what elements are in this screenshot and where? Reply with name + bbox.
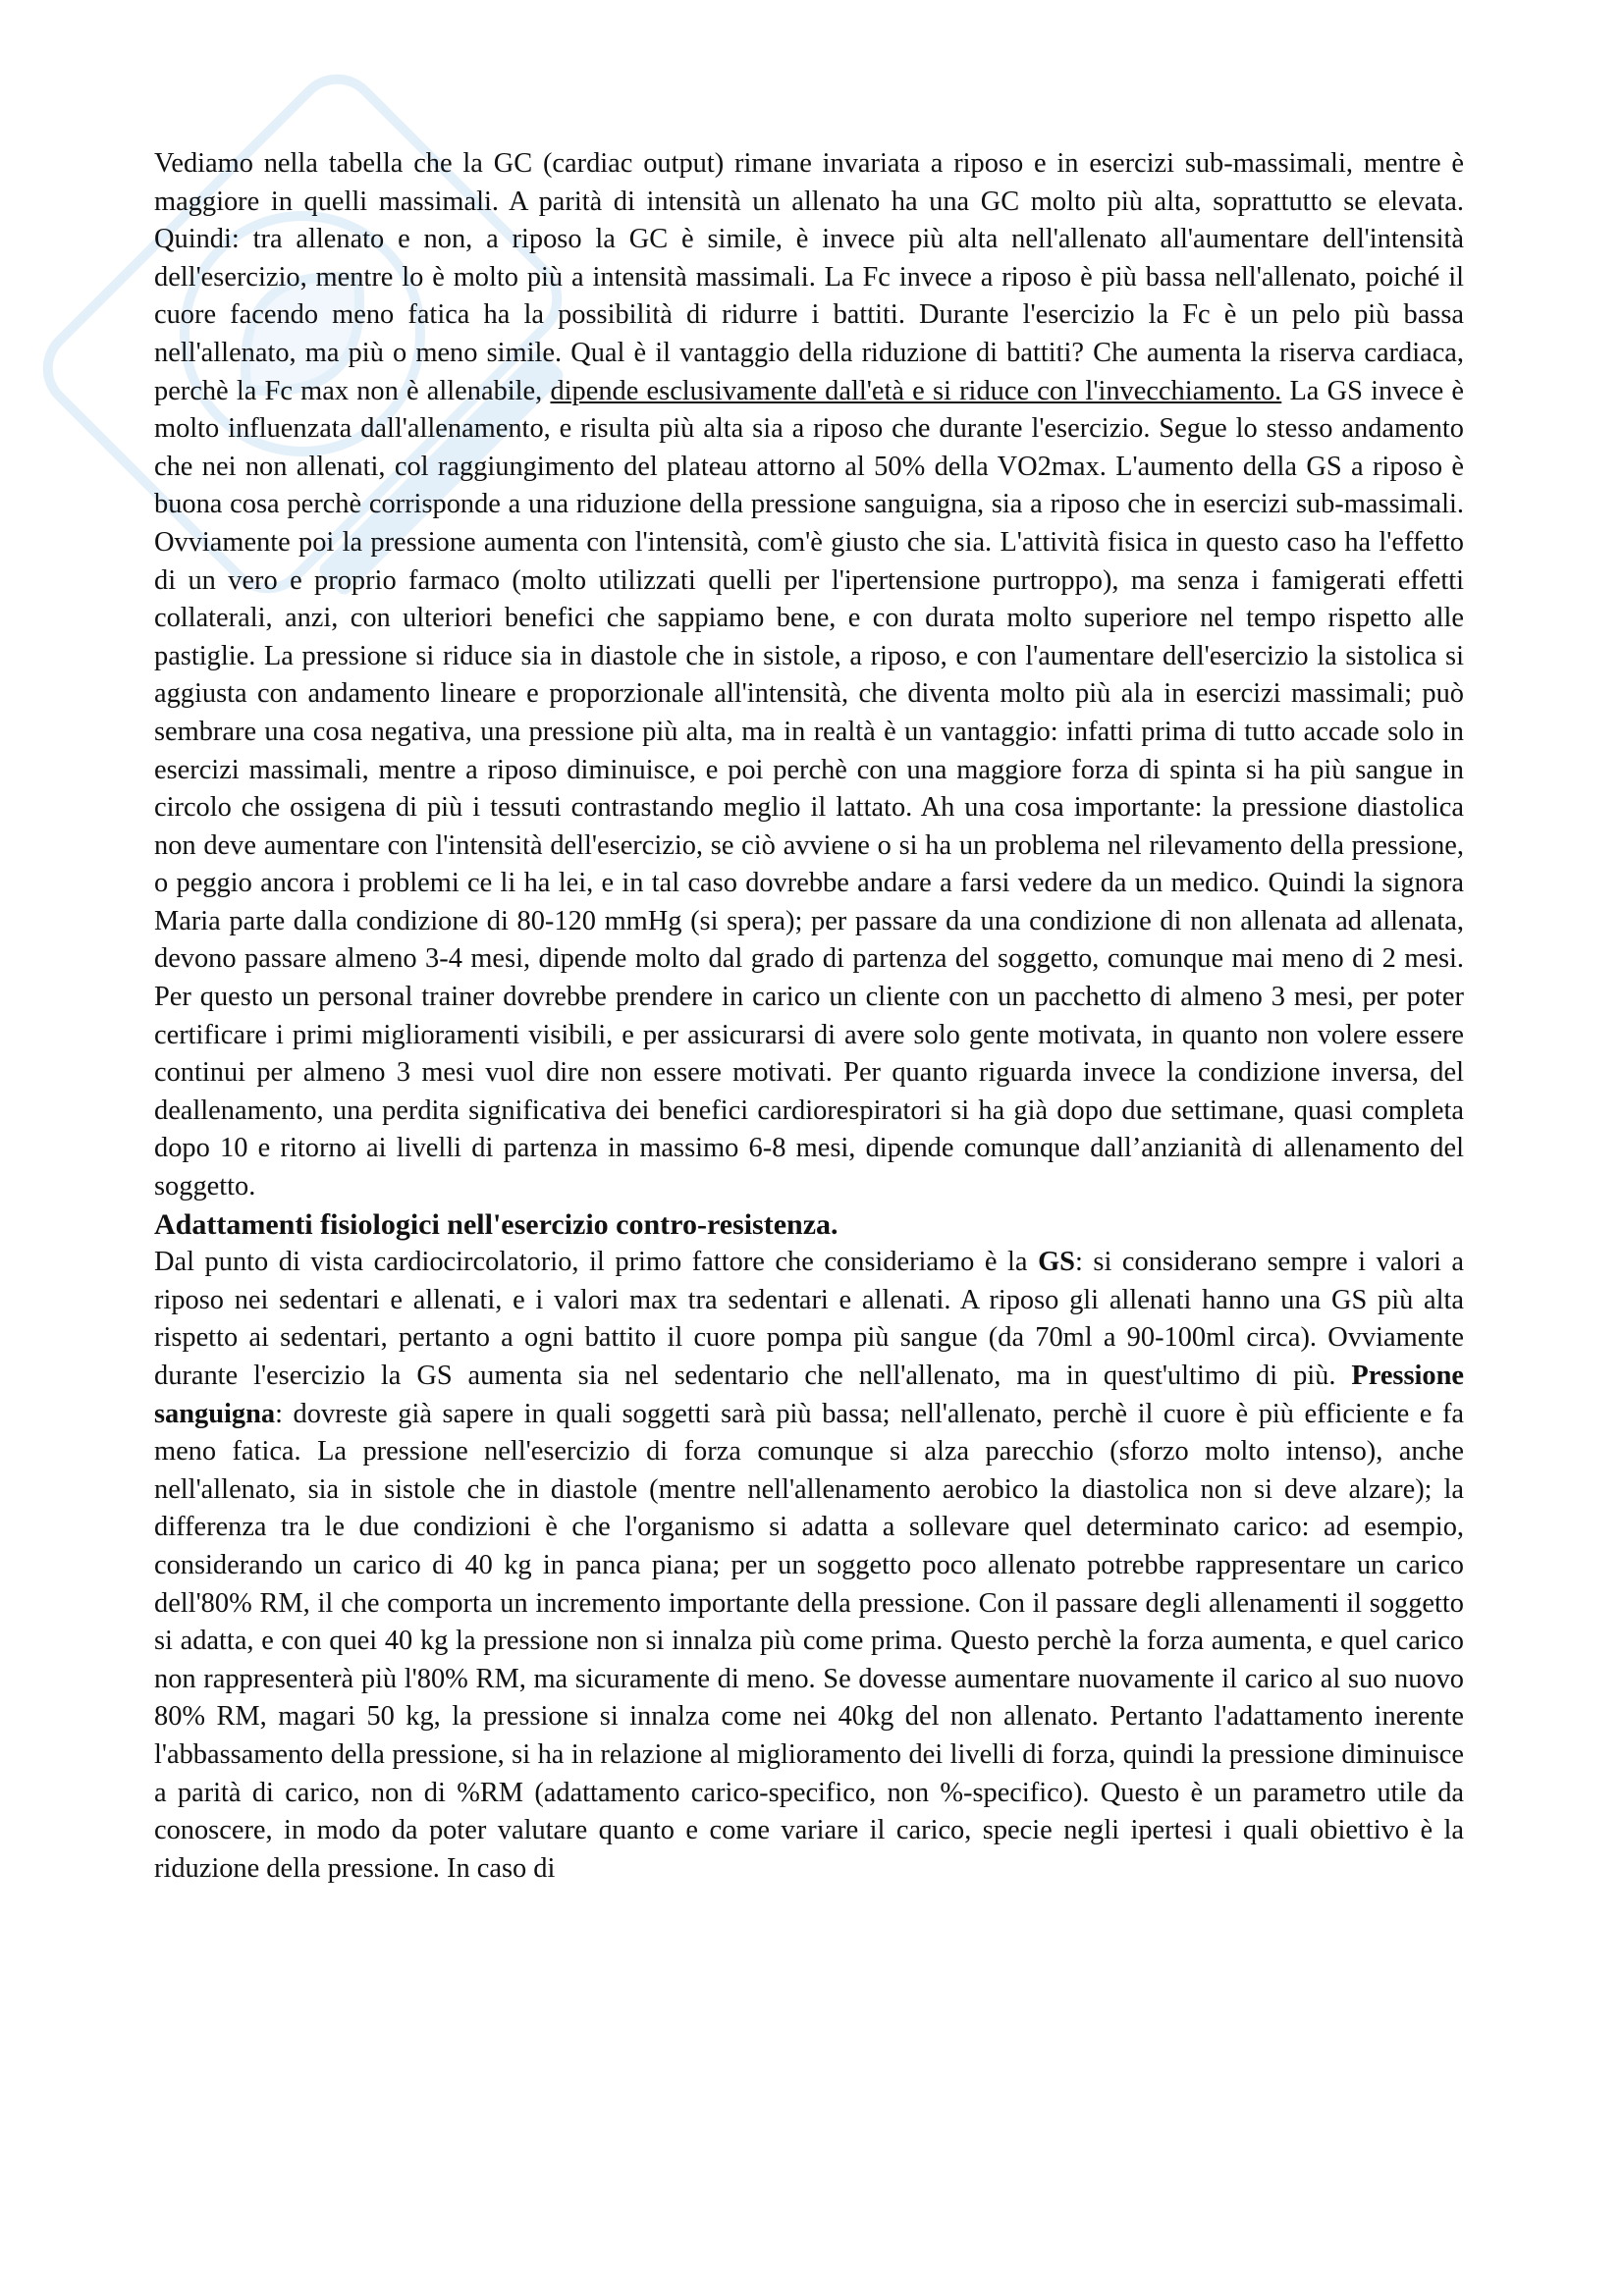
section-heading: Adattamenti fisiologici nell'esercizio contro-resistenza. <box>154 1207 839 1241</box>
bold-term-gs: GS <box>1038 1247 1075 1278</box>
paragraph-2-run-3: : si considerano sempre i valori a riposo nei sedentari e allenati, e i valori max tra sedentari e allenati. A riposo gli allenati hanno una GS più alta rispetto ai sedentari, pertanto a ogni battito il cuore pompa più sangue (da 70ml a 90-100ml circa). Ovviamente durante l'esercizio la GS aumenta sia nel sedentario che nell'allenato, ma in quest'ultimo di più. <box>154 1247 1464 1391</box>
document-page <box>0 145 1623 1888</box>
paragraph-2-run-5: : dovreste già sapere in quali soggetti sarà più bassa; nell'allenato, perchè il cuore è più efficiente e fa meno fatica. La pressione nell'esercizio di forza comunque si alza parecchio (sforzo molto intenso), anche nell'allenato, sia in sistole che in diastole (mentre nell'allenamento aerobico la diastolica non si deve alzare); la differenza tra le due condizioni è che l'organismo si adatta a sollevare quel determinato carico: ad esempio, considerando un carico di 40 kg in panca piana; per un soggetto poco allenato potrebbe rappresentare un carico dell'80% RM, il che comporta un incremento importante della pressione. Con il passare degli allenamenti il soggetto si adatta, e con quei 40 kg la pressione non si innalza più come prima. Questo perchè la forza aumenta, e quel carico non rappresenterà più l'80% RM, ma sicuramente di meno. Se dovesse aumentare nuovamente il carico al suo nuovo 80% RM, magari 50 kg, la pressione si innalza come nei 40kg del non allenato. Pertanto l'adattamento inerente l'abbassamento della pressione, si ha in relazione al miglioramento dei livelli di forza, quindi la pressione diminuisce a parità di carico, non di %RM (adattamento carico-specifico, non %-specifico). Questo è un parametro utile da conoscere, in modo da poter valutare quanto e come variare il carico, specie negli ipertesi i quali obiettivo è la riduzione della pressione. In caso di <box>154 1398 1464 1884</box>
paragraph-1-run-3: La GS invece è molto influenzata dall'allenamento, e risulta più alta sia a riposo che durante l'esercizio. Segue lo stesso andamento che nei non allenati, col raggiungimento del plateau attorno al 50% della VO2max. L'aumento della GS a riposo è buona cosa perchè corrisponde a una riduzione della pressione sanguigna, sia a riposo che in esercizi sub-massimali. Ovviamente poi la pressione aumenta con l'intensità, com'è giusto che sia. L'attività fisica in questo caso ha l'effetto di un vero e proprio farmaco (molto utilizzati quelli per l'ipertensione purtroppo), ma senza i famigerati effetti collaterali, anzi, con ulteriori benefici che sappiamo bene, e con durata molto superiore nel tempo rispetto alle pastiglie. La pressione si riduce sia in diastole che in sistole, a riposo, e con l'aumentare dell'esercizio la sistolica si aggiusta con andamento lineare e proporzionale all'intensità, che diventa molto più ala in esercizi massimali; può sembrare una cosa negativa, una pressione più alta, ma in realtà è un vantaggio: infatti prima di tutto accade solo in esercizi massimali, mentre a riposo diminuisce, e poi perchè con una maggiore forza di spinta si ha più sangue in circolo che ossigena di più i tessuti contrastando meglio il lattato. Ah una cosa importante: la pressione diastolica non deve aumentare con l'intensità dell'esercizio, se ciò avviene o si ha un problema nel rilevamento della pressione, o peggio ancora i problemi ce li ha lei, e in tal caso dovrebbe andare a farsi vedere da un medico. Quindi la signora Maria parte dalla condizione di 80-120 mmHg (si spera); per passare da una condizione di non allenata ad allenata, devono passare almeno 3-4 mesi, dipende molto dal grado di partenza del soggetto, comunque mai meno di 2 mesi. Per questo un personal trainer dovrebbe prendere in carico un cliente con un pacchetto di almeno 3 mesi, per poter certificare i primi miglioramenti visibili, e per assicurarsi di avere solo gente motivata, in quanto non volere essere continui per almeno 3 mesi vuol dire non essere motivati. Per quanto riguarda invece la condizione inversa, del deallenamento, una perdita significativa dei benefici cardiorespiratori si ha già dopo due settimane, quasi completa dopo 10 e ritorno ai livelli di partenza in massimo 6-8 mesi, dipende comunque dall’anzianità di allenamento del soggetto. <box>154 375 1464 1202</box>
paragraph-resistance-adaptation <box>154 1244 1464 1888</box>
paragraph-1-run-1: Vediamo nella tabella che la GC (cardiac output) rimane invariata a riposo e in esercizi sub-massimali, mentre è maggiore in quelli massimali. A parità di intensità un allenato ha una GC molto più alta, soprattutto se elevata. Quindi: tra allenato e non, a riposo la GC è simile, è invece più alta nell'allenato all'aumentare dell'intensità dell'esercizio, mentre lo è molto più a intensità massimali. La Fc invece a riposo è più bassa nell'allenato, poiché il cuore facendo meno fatica ha la possibilità di ridurre i battiti. Durante l'esercizio la Fc è un pelo più bassa nell'allenato, ma più o meno simile. Qual è il vantaggio della riduzione di battiti? Che aumenta la riserva cardiaca, perchè la Fc max non è allenabile, <box>154 148 1464 406</box>
bold-term-pressione: Pressione sanguigna <box>154 1361 1464 1429</box>
paragraph-cardiac-adaptation <box>154 145 1464 1206</box>
paragraph-2-run-1: Dal punto di vista cardiocircolatorio, il primo fattore che consideriamo è la <box>154 1247 1039 1278</box>
underlined-phrase: dipende esclusivamente dall'età e si riduce con l'invecchiamento. <box>550 375 1282 406</box>
